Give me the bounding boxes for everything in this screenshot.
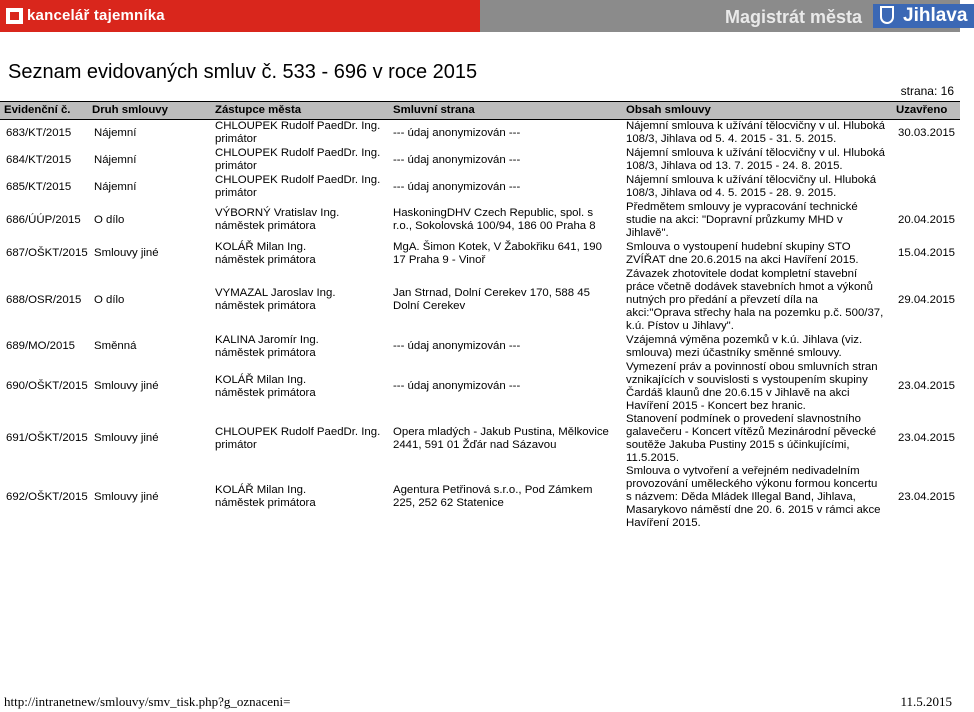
city-representative-line: CHLOUPEK Rudolf PaedDr. Ing. [215, 425, 381, 438]
contract-party-line: Agentura Petřinová s.r.o., Pod Zámkem [393, 484, 593, 496]
contract-type: Nájemní [94, 180, 137, 193]
city-representative [211, 240, 389, 268]
city-representative [211, 268, 389, 333]
contract-date: 15.04.2015 [897, 247, 955, 259]
contract-content [622, 174, 892, 201]
contract-party-line: --- údaj anonymizován --- [393, 380, 521, 392]
column-header: Uzavřeno [892, 102, 960, 120]
header-left-band [0, 0, 480, 32]
column-header: Druh smlouvy [88, 102, 211, 120]
contract-id: 688/OSR/2015 [6, 293, 82, 306]
contract-party [389, 465, 622, 530]
city-representative-line: náměstek primátora [215, 220, 316, 232]
city-representative-line: KALINA Jaromír Ing. [215, 333, 319, 346]
contract-party [389, 268, 622, 333]
column-header: Evidenční č. [0, 102, 88, 120]
contract-content-line: galavečeru - Koncert vítězů Mezinárodní pěvecké [626, 425, 877, 438]
contract-content-line: Havíření 2015 - Koncert bez hranic. [626, 399, 806, 412]
contract-content-line: Havíření 2015. [626, 516, 701, 529]
contract-content-line: smlouva) mezi účastníky směnné smlouvy. [626, 346, 842, 359]
contract-content-line: Nájemní smlouva k užívání tělocvičny v ul. Hluboká [626, 120, 885, 133]
contract-content-line: Předmětem smlouvy je vypracování technické [626, 200, 858, 213]
contract-content-line: Smlouva o vytvoření a veřejném nedivadelním [626, 464, 860, 477]
contract-date: 23.04.2015 [897, 490, 955, 503]
contract-date [892, 174, 960, 201]
contract-party-line: HaskoningDHV Czech Republic, spol. s [393, 207, 594, 219]
contract-content-line: práce včetně dodávek stavebních hmot a výkonů [626, 280, 873, 293]
contract-content-line: k.ú. Pístov u Jihlavy". [626, 319, 734, 332]
contract-content-line: 108/3, Jihlava od 5. 4. 2015 - 31. 5. 2015. [626, 133, 837, 146]
city-representative-line: primátor [215, 438, 257, 451]
table-row [0, 268, 960, 333]
contract-content-line: s názvem: Děda Mládek Illegal Band, Jihlava, [626, 490, 856, 503]
contract-content-line: vznikajících v souvislosti s vystoupením skupiny [626, 373, 868, 386]
contract-party [389, 413, 622, 465]
contract-party-line: 2441, 591 01 Žďár nad Sázavou [393, 438, 557, 451]
contract-content [622, 201, 892, 240]
city-representative-line: náměstek primátora [215, 300, 316, 312]
contract-type: O dílo [94, 293, 125, 306]
column-header: Obsah smlouvy [622, 102, 892, 120]
contract-content-line: soutěže Jakuba Pustiny 2015 s účinkujícími, [626, 438, 850, 451]
contract-content-line: Vzájemná výměna pozemků v k.ú. Jihlava (viz. [626, 333, 863, 346]
contract-type: Směnná [94, 340, 137, 352]
contract-date [892, 333, 960, 361]
city-representative-line: CHLOUPEK Rudolf PaedDr. Ing. [215, 147, 381, 159]
city-representative-line: KOLÁŘ Milan Ing. [215, 373, 307, 386]
contract-content-line: 108/3, Jihlava od 4. 5. 2015 - 28. 9. 2015. [626, 187, 837, 199]
contract-id: 690/OŠKT/2015 [6, 380, 88, 392]
table-row [0, 120, 960, 147]
contract-party [389, 361, 622, 413]
table-row [0, 413, 960, 465]
contract-party-line: Jan Strnad, Dolní Cerekev 170, 588 45 [393, 287, 590, 299]
contract-party-line: Opera mladých - Jakub Pustina, Mělkovice [393, 425, 609, 438]
city-representative [211, 333, 389, 361]
contract-id: 686/ÚÚP/2015 [6, 213, 81, 226]
table-row [0, 174, 960, 201]
city-representative [211, 465, 389, 530]
office-logo-text: kancelář tajemníka [27, 7, 165, 24]
contract-party-line: --- údaj anonymizován --- [393, 180, 521, 193]
contract-content [622, 240, 892, 268]
contract-content [622, 361, 892, 413]
city-crest-icon [880, 6, 894, 24]
contract-party-line: --- údaj anonymizován --- [393, 153, 521, 166]
contract-party-line: --- údaj anonymizován --- [393, 340, 521, 352]
page-title: Seznam evidovaných smluv č. 533 - 696 v roce 2015 [8, 61, 478, 83]
city-representative [211, 413, 389, 465]
contract-party [389, 333, 622, 361]
contract-party [389, 201, 622, 240]
contract-id: 691/OŠKT/2015 [6, 432, 88, 444]
contract-party [389, 240, 622, 268]
footer-date: 11.5.2015 [900, 694, 952, 709]
contract-date: 20.04.2015 [897, 213, 955, 226]
contract-content [622, 465, 892, 530]
page-number: strana: 16 [900, 84, 954, 98]
contract-type: O dílo [94, 213, 125, 226]
contract-content-line: 11.5.2015. [626, 451, 679, 464]
contract-id: 687/OŠKT/2015 [6, 247, 88, 259]
contract-party-line: MgA. Šimon Kotek, V Žabokřiku 641, 190 [393, 240, 602, 253]
contract-type: Smlouvy jiné [94, 247, 159, 259]
city-representative [211, 120, 389, 147]
contract-date: 23.04.2015 [897, 432, 955, 444]
contract-party-line: 17 Praha 9 - Vinoř [393, 253, 486, 266]
contract-type: Nájemní [94, 153, 137, 166]
contract-content [622, 120, 892, 147]
office-logo-icon [6, 8, 23, 24]
contract-content-line: Vymezení práv a povinností obou smluvních stran [626, 360, 878, 373]
city-name: Jihlava [903, 5, 968, 26]
contract-content-line: studie na akci: "Dopravní průzkumy MHD v [626, 213, 843, 226]
city-representative-line: náměstek primátora [215, 346, 316, 359]
city-representative-line: náměstek primátora [215, 253, 316, 266]
contract-type: Smlouvy jiné [94, 380, 159, 392]
contract-party [389, 120, 622, 147]
city-representative-line: KOLÁŘ Milan Ing. [215, 240, 307, 253]
column-header: Smluvní strana [389, 102, 622, 120]
city-representative [211, 361, 389, 413]
city-representative-line: VYMAZAL Jaroslav Ing. [215, 287, 336, 299]
page-header [0, 0, 960, 32]
contracts-table [0, 101, 960, 530]
contract-content-line: Smlouva o vystoupení hudební skupiny STO [626, 240, 851, 253]
city-representative-line: primátor [215, 187, 257, 199]
table-row [0, 465, 960, 530]
city-representative [211, 174, 389, 201]
city-representative-line: CHLOUPEK Rudolf PaedDr. Ing. [215, 120, 381, 133]
city-representative-line: KOLÁŘ Milan Ing. [215, 484, 307, 496]
contract-content [622, 333, 892, 361]
table-row [0, 147, 960, 174]
contract-id: 689/MO/2015 [6, 340, 76, 352]
contract-content-line: Nájemní smlouva k užívání tělocvičny ul. Hluboká [626, 174, 877, 186]
table-row [0, 361, 960, 413]
contract-id: 683/KT/2015 [6, 126, 72, 139]
contract-content-line: ZVÍŘAT dne 20.6.2015 na akci Havíření 2015. [626, 253, 859, 266]
contract-id: 692/OŠKT/2015 [6, 490, 88, 503]
contract-date: 29.04.2015 [897, 293, 955, 306]
table-row [0, 201, 960, 240]
contract-content-line: provozování uměleckého výkonu formou koncertu [626, 477, 878, 490]
city-representative-line: CHLOUPEK Rudolf PaedDr. Ing. [215, 174, 381, 186]
city-representative-line: náměstek primátora [215, 497, 316, 509]
city-representative-line: VÝBORNÝ Vratislav Ing. [215, 207, 340, 219]
contract-type: Nájemní [94, 126, 137, 139]
contract-date: 30.03.2015 [897, 126, 955, 139]
contract-party-line: r.o., Sokolovská 100/94, 186 00 Praha 8 [393, 220, 596, 232]
city-representative [211, 147, 389, 174]
table-row [0, 333, 960, 361]
city-representative-line: náměstek primátora [215, 386, 316, 399]
contract-date: 23.04.2015 [897, 380, 955, 392]
contract-content-line: nutných pro předání a převzetí díla na [626, 293, 818, 306]
footer-url: http://intranetnew/smlouvy/smv_tisk.php?g_oznaceni= [4, 694, 291, 709]
city-representative-line: primátor [215, 133, 257, 146]
table-header-row [0, 102, 960, 120]
contract-content [622, 268, 892, 333]
contract-type: Smlouvy jiné [94, 490, 159, 503]
contract-date [892, 147, 960, 174]
contract-party-line: --- údaj anonymizován --- [393, 126, 521, 139]
city-representative-line: primátor [215, 160, 257, 172]
table-row [0, 240, 960, 268]
contract-type: Smlouvy jiné [94, 432, 159, 444]
contract-content-line: 108/3, Jihlava od 13. 7. 2015 - 24. 8. 2015. [626, 160, 843, 172]
contract-party-line: 225, 252 62 Statenice [393, 497, 504, 509]
contract-content [622, 413, 892, 465]
magistrat-text: Magistrát města [725, 7, 863, 27]
contract-content-line: Čardáš klaunů dne 20.6.15 v Jihlavě na akci [626, 386, 850, 399]
contract-content-line: Závazek zhotovitele dodat kompletní stavební [626, 267, 858, 280]
contract-content-line: akci:"Oprava střechy hala na pozemku p.č. 500/37, [626, 306, 884, 319]
contract-content-line: Stanovení podmínek o provedení slavnostního [626, 412, 861, 425]
contract-content [622, 147, 892, 174]
column-header: Zástupce města [211, 102, 389, 120]
contract-party [389, 147, 622, 174]
contract-content-line: Nájemní smlouva k užívání tělocvičny v ul. Hluboká [626, 147, 885, 159]
contract-party-line: Dolní Cerekev [393, 300, 466, 312]
contract-party [389, 174, 622, 201]
contract-id: 684/KT/2015 [6, 153, 72, 166]
city-representative [211, 201, 389, 240]
contract-content-line: Masarykovo náměstí dne 20. 6. 2015 v rámci akce [626, 503, 881, 516]
contract-id: 685/KT/2015 [6, 180, 72, 193]
contract-content-line: Jihlavě". [626, 226, 669, 239]
